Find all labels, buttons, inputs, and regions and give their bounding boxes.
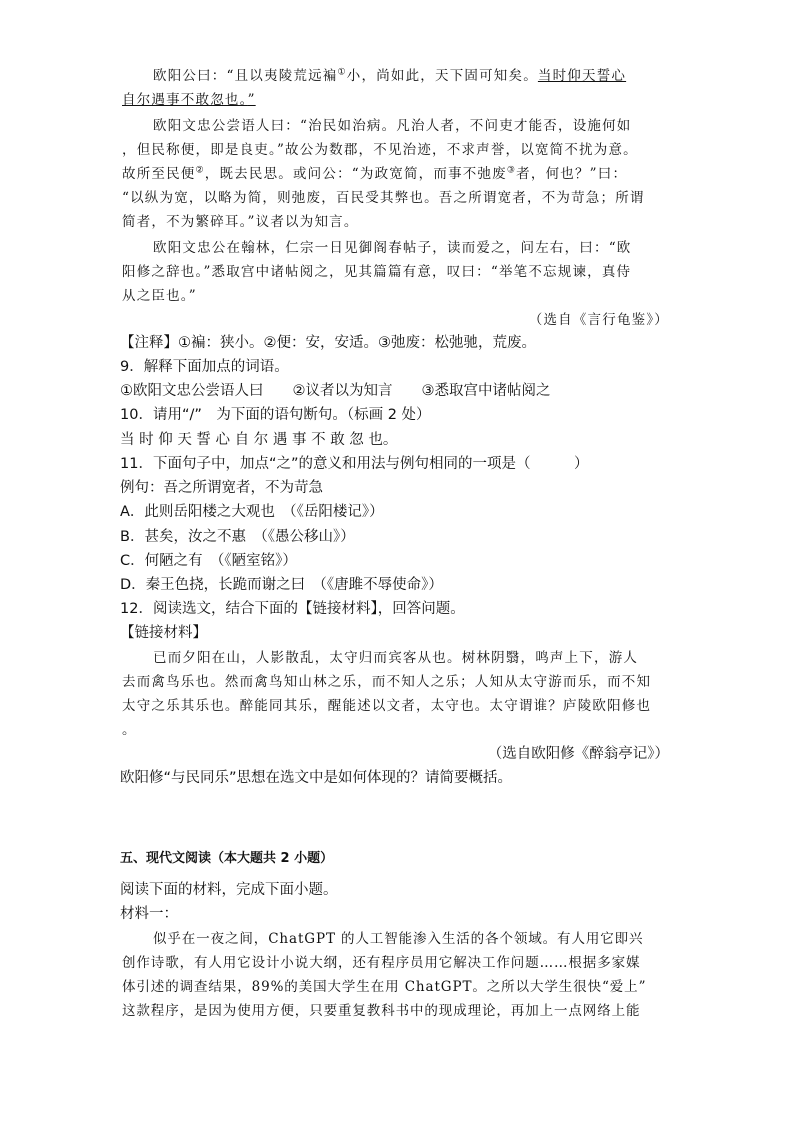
- passage-line: ，但民称便，即是良吏。”故公为数郡，不见治迹，不求声誉，以宽简不扰为意。: [122, 142, 638, 158]
- note-marker: ①: [337, 67, 347, 78]
- material-line: 体引述的调查结果，89%的美国大学生在用 ChatGPT。之所以大学生很快“爱上”: [122, 979, 647, 995]
- passage-line: [122, 164, 627, 184]
- material-line: 创作诗歌，有人用它设计小说大纲，还有程序员用它解决工作问题……根据多家媒: [122, 955, 641, 971]
- passage-text: 小，尚如此，天下固可知矣。: [346, 68, 538, 84]
- link-source: （选自欧阳修《醉翁亭记》）: [487, 746, 669, 762]
- passage-source: （选自《言行龟鉴》）: [528, 312, 669, 328]
- passage-text: ”: [247, 92, 256, 108]
- material-label: 材料一：: [120, 906, 178, 922]
- passage-text: 欧阳公曰：“且以夷陵荒远褊: [153, 68, 338, 84]
- underlined-sentence: 当时仰天誓心: [537, 68, 627, 84]
- option-c: C．何陋之有 （《陋室铭》）: [120, 553, 297, 569]
- option-d: D．秦王色挠，长跪而谢之曰 （《唐雎不辱使命》）: [120, 577, 443, 593]
- question-10: 10．请用“/” 为下面的语句断句。（标画 2 处）: [120, 407, 431, 423]
- question-10-text: 当 时 仰 天 誓 心 自 尔 遇 事 不 敢 忽 也。: [120, 432, 398, 448]
- underlined-sentence: 自尔遇事不敢忽也。: [122, 92, 248, 108]
- passage-line: 欧阳文忠公尝语人曰：“治民如治病。凡治人者，不问吏才能否，设施何如: [153, 118, 632, 134]
- passage-line: 欧阳文忠公在翰林，仁宗一日见御阁春帖子，读而爱之，问左右，曰：“欧: [153, 240, 632, 256]
- question-11: 11．下面句子中，加点“之”的意义和用法与例句相同的一项是（ ）: [120, 456, 589, 472]
- material-line: 这款程序，是因为使用方便，只要重复教科书中的现成理论，再加上一点网络上能: [122, 1003, 641, 1019]
- link-line: 太守之乐其乐也。醉能同其乐，醒能述以文者，太守也。太守谓谁？庐陵欧阳修也: [122, 698, 652, 714]
- question-9: 9．解释下面加点的词语。: [120, 359, 289, 375]
- note-marker: ②: [195, 165, 205, 176]
- link-line: 已而夕阳在山，人影散乱，太守归而宾客从也。树林阴翳，鸣声上下，游人: [153, 650, 639, 666]
- question-12-ask: 欧阳修“与民同乐”思想在选文中是如何体现的？请简要概括。: [120, 770, 513, 786]
- passage-line: “以纵为宽，以略为简，则弛废，百民受其弊也。吾之所谓宽者，不为苛急；所谓: [122, 190, 645, 206]
- passage-line: 阳修之辞也。”悉取宫中诸帖阅之，见其篇篇有意，叹曰：“举笔不忘规谏，真侍: [122, 264, 632, 280]
- note-marker: ③: [506, 165, 517, 176]
- question-11-example: 例句：吾之所谓宽者，不为苛急: [120, 480, 323, 496]
- passage-line: 简者，不为繁碎耳。”议者以为知言。: [122, 214, 359, 230]
- link-material-title: 【链接材料】: [120, 625, 207, 641]
- link-line: 去而禽鸟乐也。然而禽鸟知山林之乐，而不知人之乐；人知从太守游而乐，而不知: [122, 674, 652, 690]
- question-9-items: ①欧阳文忠公尝语人曰 ②议者以为知言 ③悉取宫中诸帖阅之: [120, 383, 551, 399]
- notes: 【注释】①褊：狭小。②便：安，安适。③弛废：松弛驰，荒废。: [120, 335, 536, 351]
- passage-text: 者，何也？”曰：: [516, 166, 628, 182]
- passage-line: [153, 66, 626, 86]
- passage-text: ，既去民思。或问公：“为政宽简，而事不弛废: [204, 166, 507, 182]
- passage-line: [122, 90, 256, 110]
- passage-text: 故所至民便: [122, 166, 196, 182]
- passage-line: 从之臣也。”: [122, 288, 197, 304]
- section-intro: 阅读下面的材料，完成下面小题。: [120, 882, 338, 898]
- option-b: B．甚矣，汝之不惠 （《愚公移山》）: [120, 529, 355, 545]
- material-line: 似乎在一夜之间，ChatGPT 的人工智能渗入生活的各个领域。有人用它即兴: [153, 931, 644, 947]
- section-heading: 五、现代文阅读（本大题共 2 小题）: [120, 851, 334, 866]
- question-12: 12．阅读选文，结合下面的【链接材料】，回答问题。: [120, 601, 465, 617]
- link-line: 。: [122, 722, 137, 738]
- option-a: A．此则岳阳楼之大观也 （《岳阳楼记》）: [120, 504, 384, 520]
